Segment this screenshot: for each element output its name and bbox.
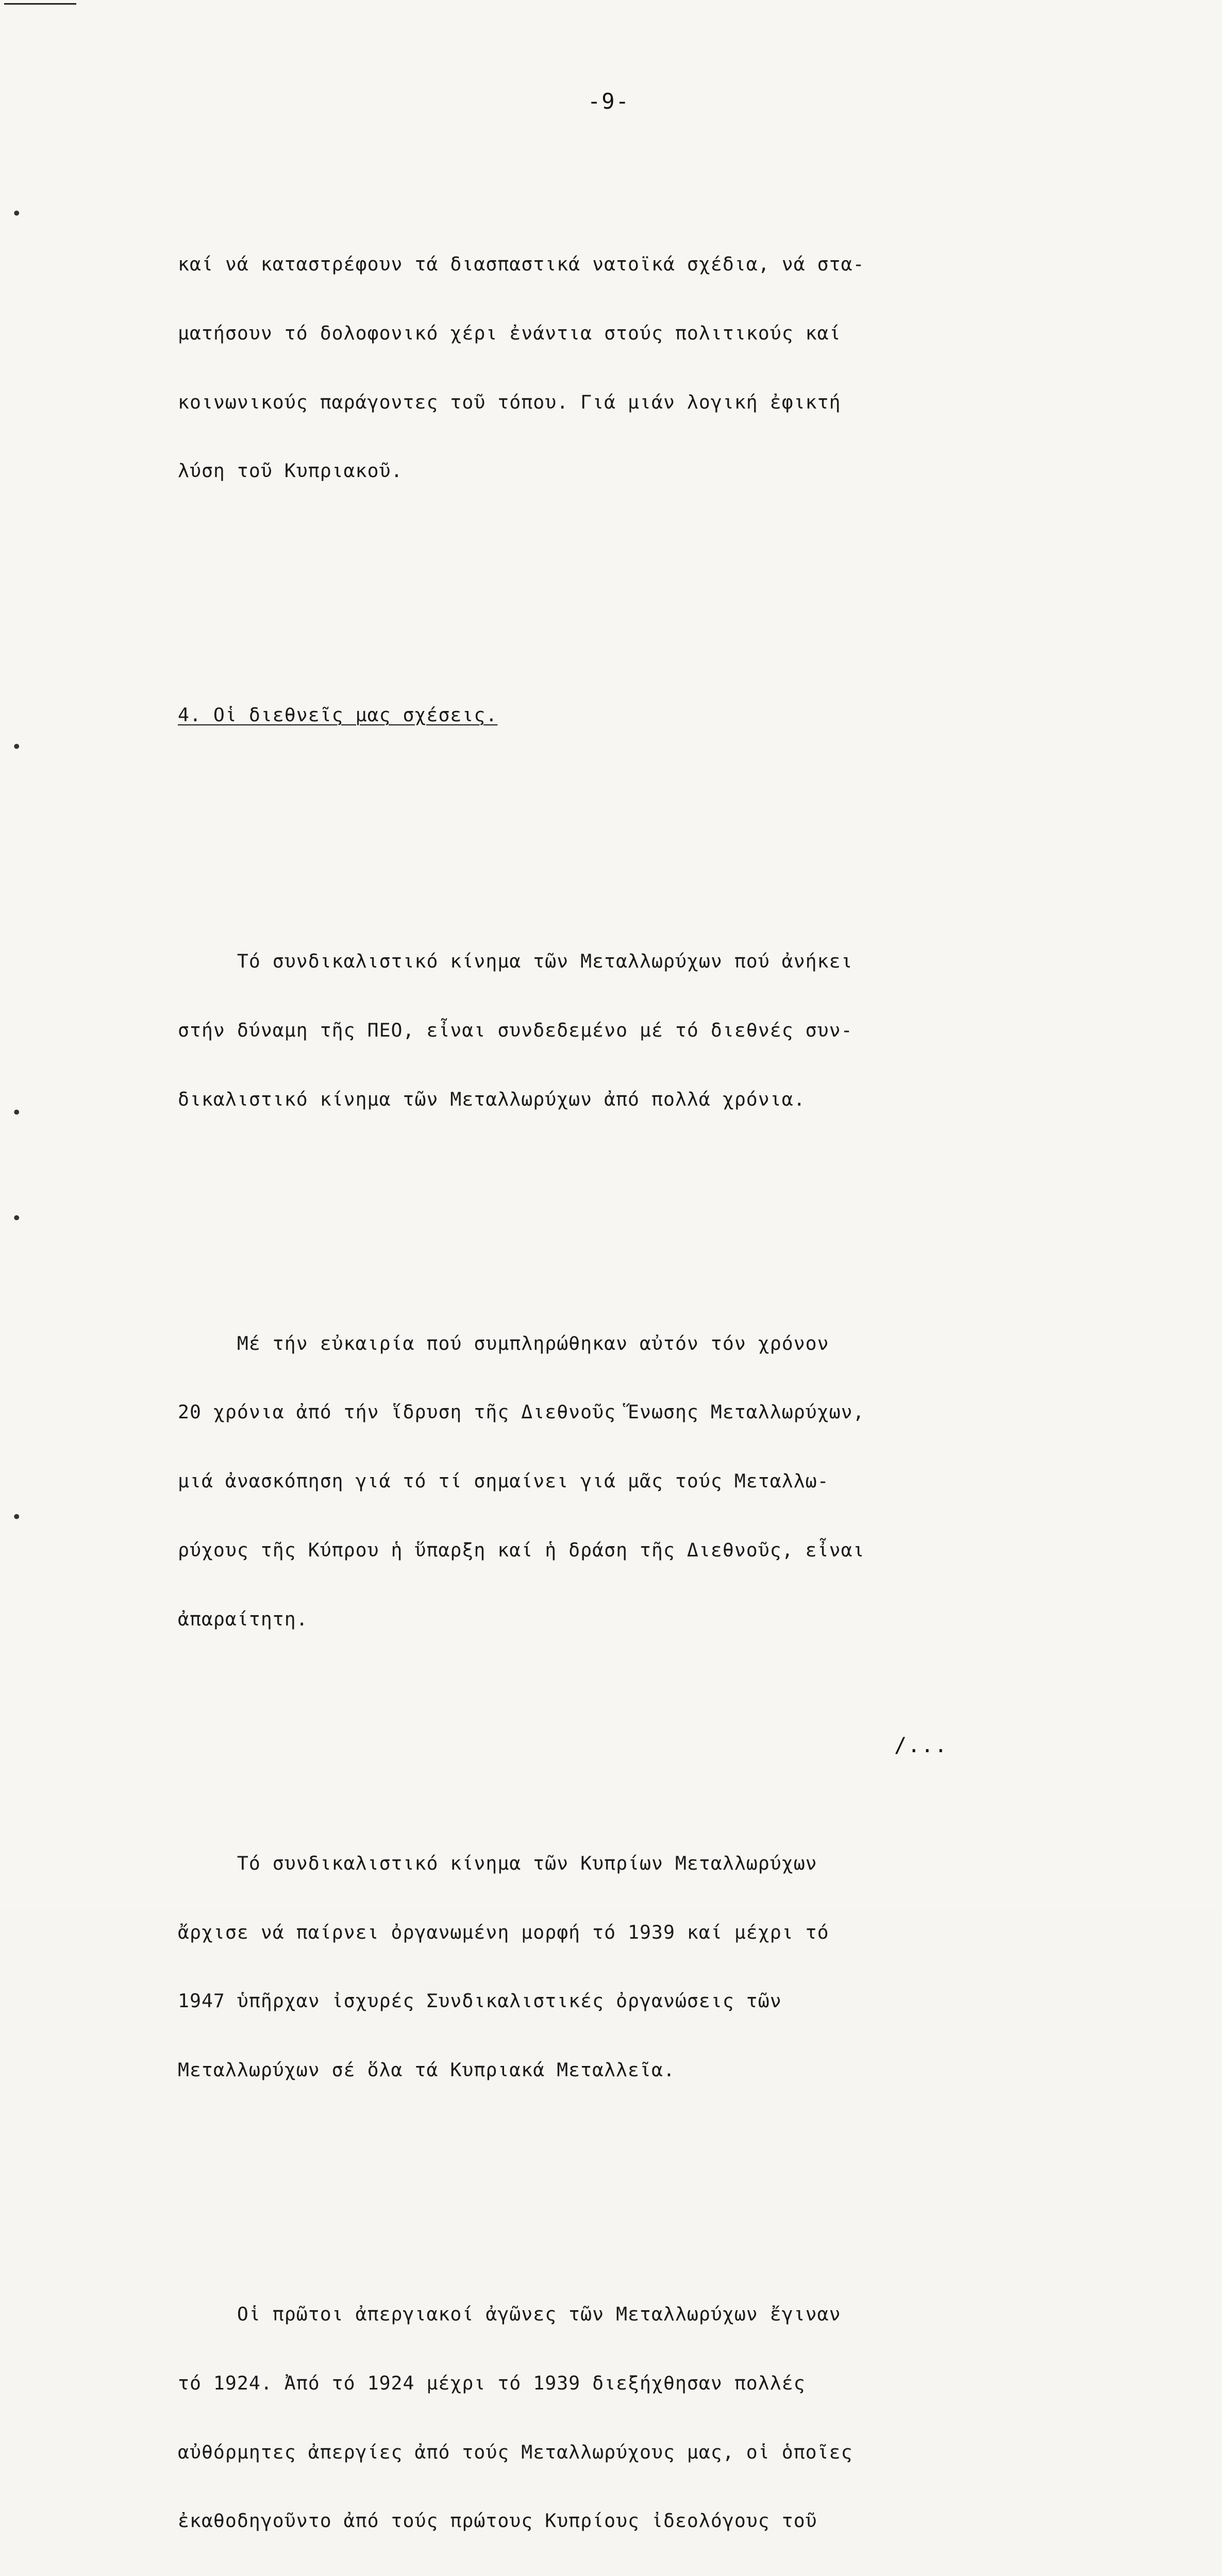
text-line: ρύχους τῆς Κύπρου ἡ ὕπαρξη καί ἡ δράση τῆς Διεθνοῦς, εἶναι <box>178 1539 865 1562</box>
scan-edge-mark <box>4 3 76 5</box>
margin-dot: • <box>11 1208 22 1229</box>
text-line: Τό συνδικαλιστικό κίνημα τῶν Κυπρίων Μεταλλωρύχων <box>178 1852 817 1874</box>
text-line: κοινωνικούς παράγοντες τοῦ τόπου. Γιά μιάν λογική ἐφικτή <box>178 391 841 413</box>
text-line: αὐθόρμητες ἀπεργίες ἀπό τούς Μεταλλωρύχους μας, οἱ ὁποῖες <box>178 2441 853 2463</box>
margin-dot: • <box>11 1103 22 1123</box>
paragraph <box>178 1286 1147 1677</box>
text-line: καί νά καταστρέφουν τά διασπαστικά νατοϊκά σχέδια, νά στα- <box>178 252 865 275</box>
text-line: ἄρχισε νά παίρνει ὀργανωμένη μορφή τό 1939 καί μέχρι τό <box>178 1921 829 1943</box>
margin-dot: • <box>11 204 22 224</box>
text-line: Τό συνδικαλιστικό κίνημα τῶν Μεταλλωρύχων πού ἀνήκει <box>178 950 853 973</box>
text-line: στήν δύναμη τῆς ΠΕΟ, εἶναι συνδεδεμένο μέ τό διεθνές συν- <box>178 1019 853 1041</box>
body-text <box>178 138 1147 2576</box>
text-line: τό 1924. Ἀπό τό 1924 μέχρι τό 1939 διεξήχθησαν πολλές <box>178 2371 806 2394</box>
section-heading-text: 4. Οἱ διεθνεῖς μας σχέσεις. <box>178 704 498 726</box>
text-line: μιά ἀνασκόπηση γιά τό τί σημαίνει γιά μᾶς τούς Μεταλλω- <box>178 1470 829 1493</box>
text-line: Μεταλλωρύχων σέ ὅλα τά Κυπριακά Μεταλλεῖα. <box>178 2059 675 2081</box>
text-line: ματήσουν τό δολοφονικό χέρι ἐνάντια στούς πολιτικούς καί <box>178 321 841 344</box>
text-line: 20 χρόνια ἀπό τήν ἵδρυση τῆς Διεθνοῦς Ἕνωσης Μεταλλωρύχων, <box>178 1401 865 1423</box>
text-line: ἀπαραίτητη. <box>178 1607 308 1630</box>
paragraph <box>178 1806 1147 2128</box>
margin-dot: • <box>11 1507 22 1528</box>
paragraph <box>178 904 1147 1157</box>
text-line: λύση τοῦ Κυπριακοῦ. <box>178 460 403 482</box>
continuation-mark: /... <box>894 1734 948 1757</box>
paragraph <box>178 2257 1147 2576</box>
text-line: Μέ τήν εὐκαιρία πού συμπληρώθηκαν αὐτόν τόν χρόνον <box>178 1332 829 1354</box>
paragraph <box>178 207 1147 529</box>
page-number: -9- <box>588 89 630 114</box>
section-heading <box>178 658 1147 773</box>
text-line: 1947 ὑπῆρχαν ἰσχυρές Συνδικαλιστικές ὀργανώσεις τῶν <box>178 1990 782 2012</box>
text-line: ἐκαθοδηγοῦντο ἀπό τούς πρώτους Κυπρίους ἰδεολόγους τοῦ <box>178 2510 817 2532</box>
text-line: δικαλιστικό κίνημα τῶν Μεταλλωρύχων ἀπό πολλά χρόνια. <box>178 1088 806 1110</box>
margin-dot: • <box>11 737 22 757</box>
text-line: Οἱ πρῶτοι ἀπεργιακοί ἀγῶνες τῶν Μεταλλωρύχων ἔγιναν <box>178 2303 841 2326</box>
